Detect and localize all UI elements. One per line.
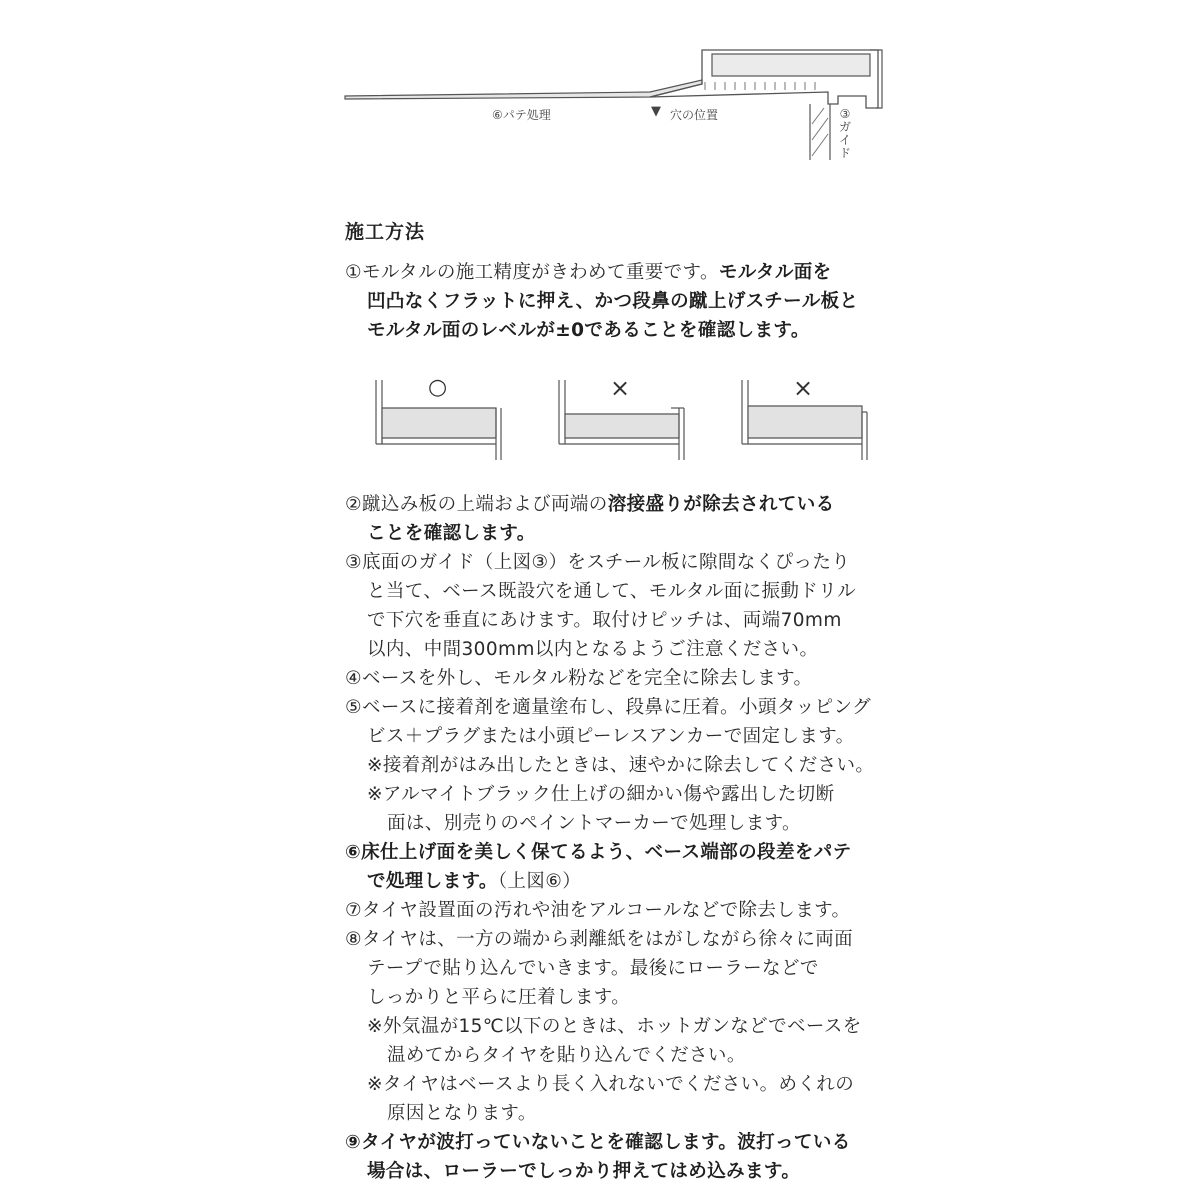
- step-5-note-2-line-2: 面は、別売りのペイントマーカーで処理します。: [387, 813, 801, 834]
- step-1-bold-1: モルタル面を: [718, 262, 832, 283]
- step-8-line-2: テープで貼り込んでいきます。最後にローラーなどで: [367, 958, 819, 979]
- step-9-bold-2: 場合は、ローラーでしっかり押えてはめ込みます。: [367, 1161, 801, 1182]
- step-8-note-1-line-1: ※外気温が15℃以下のときは、ホットガンなどでベースを: [367, 1016, 862, 1037]
- step-5-note-2-line-1: ※アルマイトブラック仕上げの細かい傷や露出した切断: [367, 784, 835, 805]
- incorrect-mark-2: ×: [793, 374, 814, 402]
- step-1-text: ①モルタルの施工精度がきわめて重要です。: [345, 262, 719, 283]
- step-8-note-1-line-2: 温めてからタイヤを貼り込んでください。: [387, 1045, 746, 1066]
- step-2: [345, 490, 890, 548]
- steps-3-to-9: [345, 548, 890, 1186]
- step-6-bold-1: ⑥床仕上げ面を美しく保てるよう、ベース端部の段差をパテ: [345, 842, 852, 863]
- step-9-bold-1: ⑨タイヤが波打っていないことを確認します。波打っている: [345, 1132, 851, 1153]
- step-5-line-1: ⑤ベースに接着剤を適量塗布し、段鼻に圧着。小頭タッピング: [345, 697, 871, 718]
- step-6-text: （上図⑥）: [497, 871, 582, 892]
- step-6-bold-2: で処理します。: [367, 871, 498, 892]
- step-3-line-1: ③底面のガイド（上図③）をスチール板に隙間なくぴったり: [345, 552, 851, 573]
- step-3-line-3: で下穴を垂直にあけます。取付けピッチは、両端70mm: [367, 610, 842, 631]
- step-2-bold-1: 溶接盛りが除去されている: [607, 494, 835, 515]
- step-1-bold-2: 凹凸なくフラットに押え、かつ段鼻の蹴上げスチール板と: [367, 291, 859, 312]
- hole-marker-icon: ▼: [651, 104, 661, 119]
- step-2-bold-2: ことを確認します。: [367, 523, 536, 544]
- stair-nosing-section-diagram: [0, 0, 1200, 200]
- step-3-line-4: 以内、中間300mm以内となるようご注意ください。: [367, 639, 819, 660]
- step-3-line-2: と当て、ベース既設穴を通して、モルタル面に振動ドリル: [367, 581, 856, 602]
- step-8-note-2-line-1: ※タイヤはベースより長く入れないでください。めくれの: [367, 1074, 855, 1095]
- putty-label: ⑥パテ処理: [492, 108, 551, 122]
- correct-mark: ○: [428, 375, 448, 400]
- step-4-line-1: ④ベースを外し、モルタル粉などを完全に除去します。: [345, 668, 813, 689]
- step-1-bold-3: モルタル面のレベルが±0であることを確認します。: [367, 320, 810, 341]
- step-8-line-1: ⑧タイヤは、一方の端から剥離紙をはがしながら徐々に両面: [345, 929, 854, 950]
- page-title: 施工方法: [345, 221, 426, 243]
- guide-label: ③ガイド: [838, 107, 851, 160]
- step-8-line-3: しっかりと平らに圧着します。: [367, 987, 631, 1008]
- incorrect-mark-1: ×: [610, 374, 631, 402]
- step-2-text: ②蹴込み板の上端および両端の: [345, 494, 608, 515]
- hole-position-label: 穴の位置: [670, 108, 719, 122]
- step-8-note-2-line-2: 原因となります。: [387, 1103, 537, 1124]
- step-7-line-1: ⑦タイヤ設置面の汚れや油をアルコールなどで除去します。: [345, 900, 851, 921]
- step-1: [345, 258, 890, 345]
- step-5-line-2: ビス＋プラグまたは小頭ピーレスアンカーで固定します。: [367, 726, 855, 747]
- step-5-note-1: ※接着剤がはみ出したときは、速やかに除去してください。: [367, 755, 875, 776]
